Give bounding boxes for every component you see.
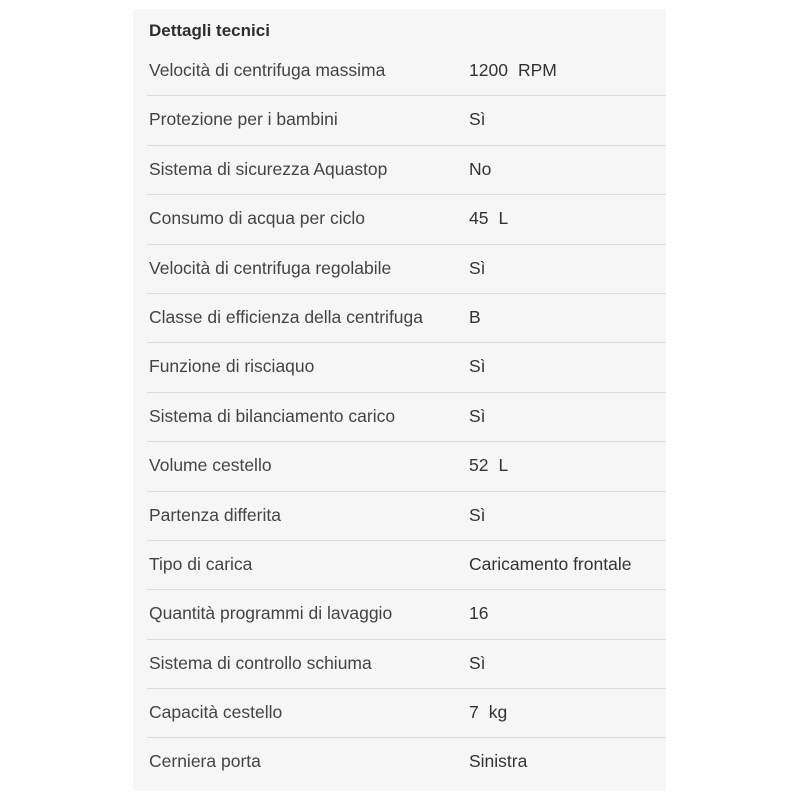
spec-label: Sistema di bilanciamento carico xyxy=(149,405,396,426)
spec-value xyxy=(469,455,508,476)
spec-row-rinse-function xyxy=(133,343,666,392)
spec-row-load-balancing xyxy=(133,393,666,442)
spec-label: Velocità di centrifuga massima xyxy=(149,60,386,80)
spec-label: Volume cestello xyxy=(149,455,272,476)
spec-row-adjustable-spin xyxy=(133,245,666,294)
spec-unit: RPM xyxy=(517,60,557,80)
spec-row-door-hinge xyxy=(133,738,666,787)
spec-value xyxy=(469,702,507,723)
spec-unit: kg xyxy=(488,702,508,723)
spec-label: Funzione di risciaquo xyxy=(149,356,315,377)
spec-label: Consumo di acqua per ciclo xyxy=(149,208,365,229)
spec-unit: L xyxy=(498,455,509,476)
spec-number: 45 xyxy=(469,208,489,229)
spec-value: No xyxy=(469,158,492,179)
spec-value: Sì xyxy=(469,504,486,525)
spec-value: Sì xyxy=(469,257,486,278)
spec-label: Tipo di carica xyxy=(149,553,253,574)
spec-number: 1200 xyxy=(469,60,508,80)
spec-value: 16 xyxy=(469,603,489,624)
spec-value xyxy=(469,208,508,229)
spec-label: Velocità di centrifuga regolabile xyxy=(149,257,392,278)
spec-number: 52 xyxy=(469,455,489,476)
spec-row-water-consumption xyxy=(133,195,666,244)
spec-label: Sistema di sicurezza Aquastop xyxy=(149,158,388,179)
spec-value: Sì xyxy=(469,109,486,130)
spec-value xyxy=(469,60,557,81)
spec-label: Protezione per i bambini xyxy=(149,109,338,130)
spec-row-wash-programs xyxy=(133,590,666,639)
spec-label: Partenza differita xyxy=(149,504,281,525)
spec-row-delayed-start xyxy=(133,492,666,541)
spec-label: Capacità cestello xyxy=(149,702,283,723)
spec-label: Quantità programmi di lavaggio xyxy=(149,603,393,624)
spec-value: B xyxy=(469,306,481,327)
spec-value: Sinistra xyxy=(469,751,528,772)
spec-label: Classe di efficienza della centrifuga xyxy=(149,306,424,327)
spec-value: Sì xyxy=(469,356,486,377)
spec-label: Sistema di controllo schiuma xyxy=(149,652,372,673)
spec-value: Caricamento frontale xyxy=(469,553,632,574)
spec-list xyxy=(133,47,666,788)
panel-title: Dettagli tecnici xyxy=(149,21,270,40)
spec-number: 7 xyxy=(469,702,479,723)
spec-label: Cerniera porta xyxy=(149,751,261,772)
spec-row-foam-control xyxy=(133,640,666,689)
spec-value: Sì xyxy=(469,652,486,673)
spec-row-aquastop xyxy=(133,146,666,195)
spec-row-drum-volume xyxy=(133,442,666,491)
technical-details-panel xyxy=(133,9,666,791)
spec-unit: L xyxy=(498,208,509,229)
spec-value: Sì xyxy=(469,405,486,426)
spec-row-max-spin-speed xyxy=(133,47,666,96)
spec-row-drum-capacity xyxy=(133,689,666,738)
spec-row-child-lock xyxy=(133,96,666,145)
spec-row-spin-efficiency-class xyxy=(133,294,666,343)
spec-row-load-type xyxy=(133,541,666,590)
